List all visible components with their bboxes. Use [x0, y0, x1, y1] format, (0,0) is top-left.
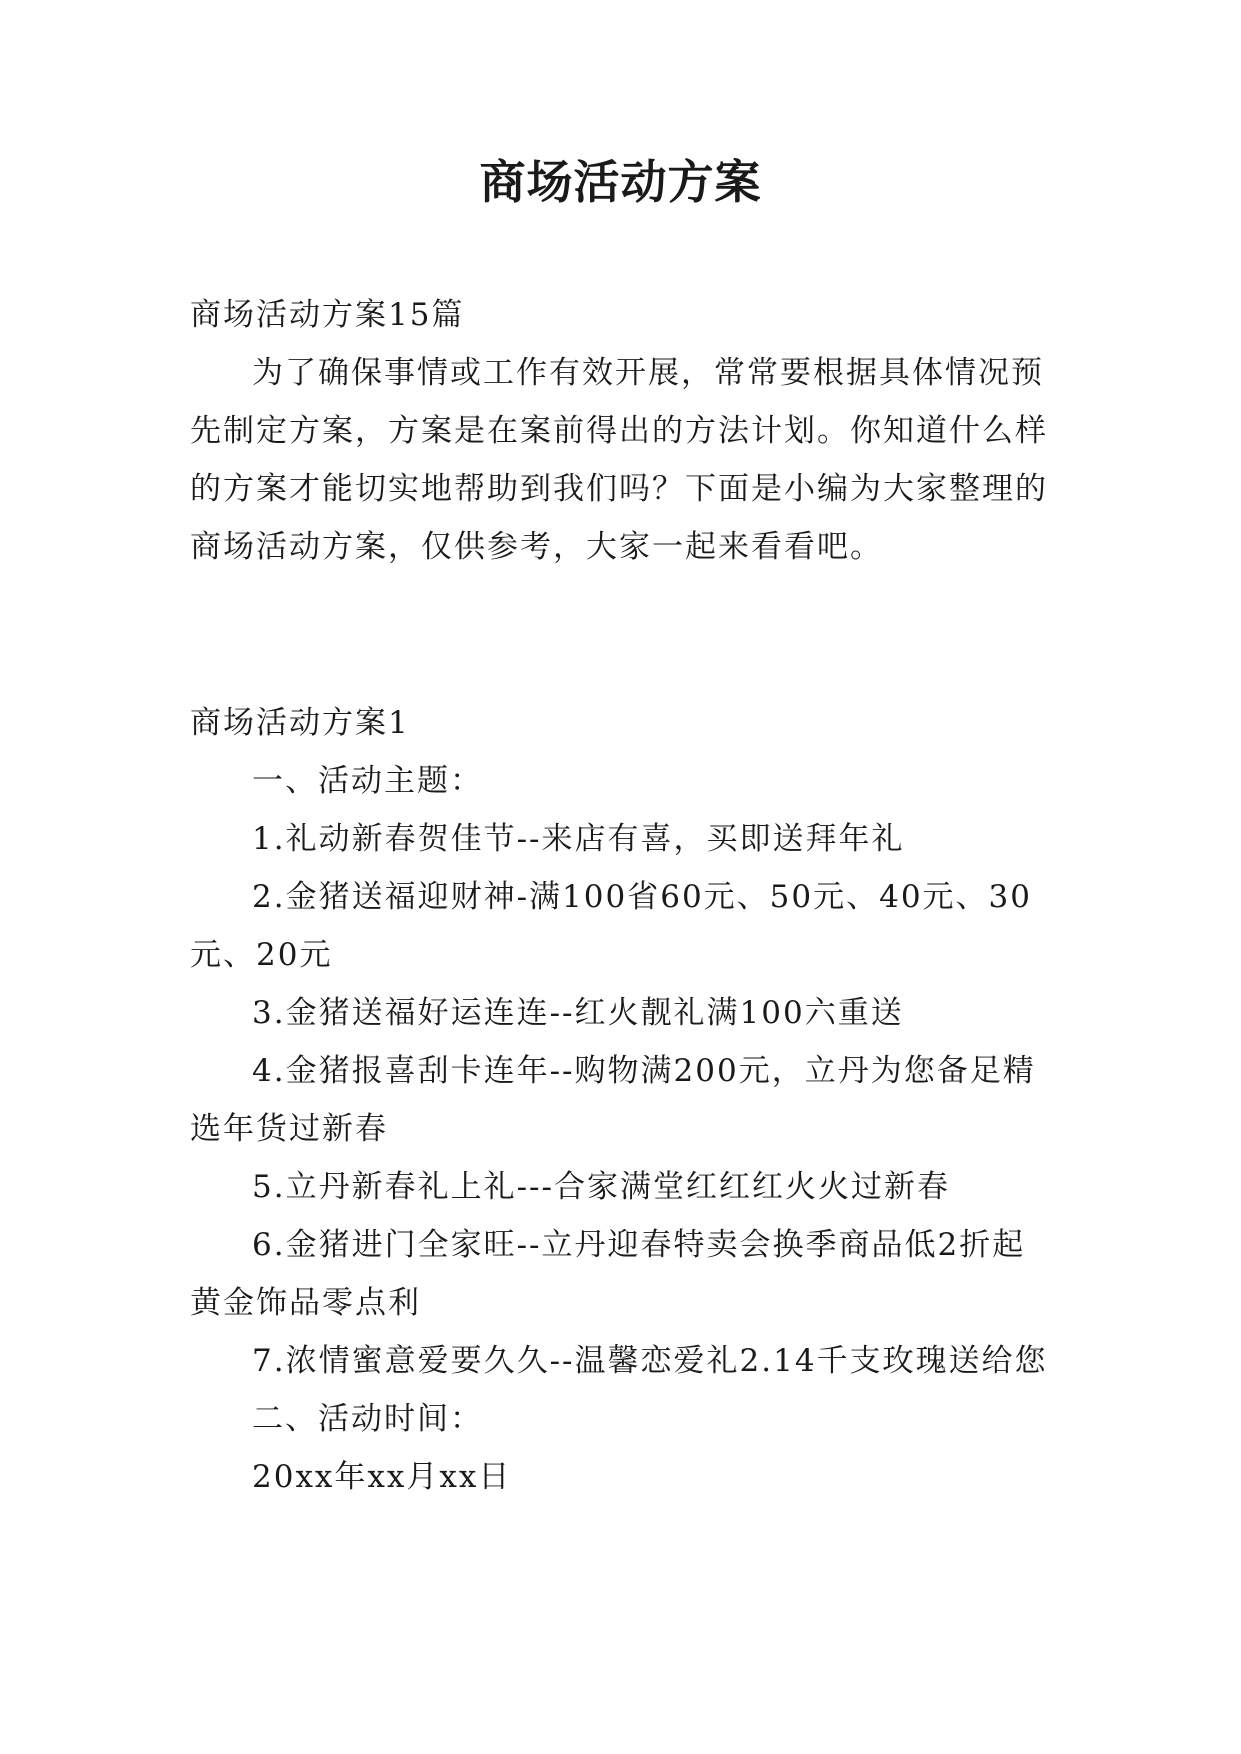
time-heading: 二、活动时间： — [252, 1401, 483, 1437]
time-value: 20xx年xx月xx日 — [252, 1459, 512, 1495]
theme-item: 3.金猪送福好运连连--红火靓礼满100六重送 — [252, 995, 904, 1031]
theme-heading: 一、活动主题： — [252, 763, 483, 799]
section-1-heading: 商场活动方案1 — [190, 705, 410, 741]
intro-block — [190, 286, 1050, 576]
intro-paragraph: 为了确保事情或工作有效开展，常常要根据具体情况预先制定方案，方案是在案前得出的方法计划。你知道什么样的方案才能切实地帮助到我们吗？下面是小编为大家整理的商场活动方案，仅供参考，大家一起来看看吧。 — [190, 355, 1048, 565]
theme-item: 1.礼动新春贺佳节--来店有喜，买即送拜年礼 — [252, 821, 905, 857]
theme-item: 7.浓情蜜意爱要久久--温馨恋爱礼2.14千支玫瑰送给您 — [252, 1343, 1048, 1379]
intro-heading: 商场活动方案15篇 — [190, 297, 465, 333]
section-1 — [190, 694, 1050, 1506]
theme-item: 6.金猪进门全家旺--立丹迎春特卖会换季商品低2折起黄金饰品零点利 — [190, 1227, 1026, 1321]
theme-item: 2.金猪送福迎财神-满100省60元、50元、40元、30元、20元 — [190, 879, 1033, 973]
theme-item: 5.立丹新春礼上礼---合家满堂红红红火火过新春 — [252, 1169, 950, 1205]
document-title: 商场活动方案 — [479, 155, 762, 209]
theme-item: 4.金猪报喜刮卡连年--购物满200元，立丹为您备足精选年货过新春 — [190, 1053, 1036, 1147]
